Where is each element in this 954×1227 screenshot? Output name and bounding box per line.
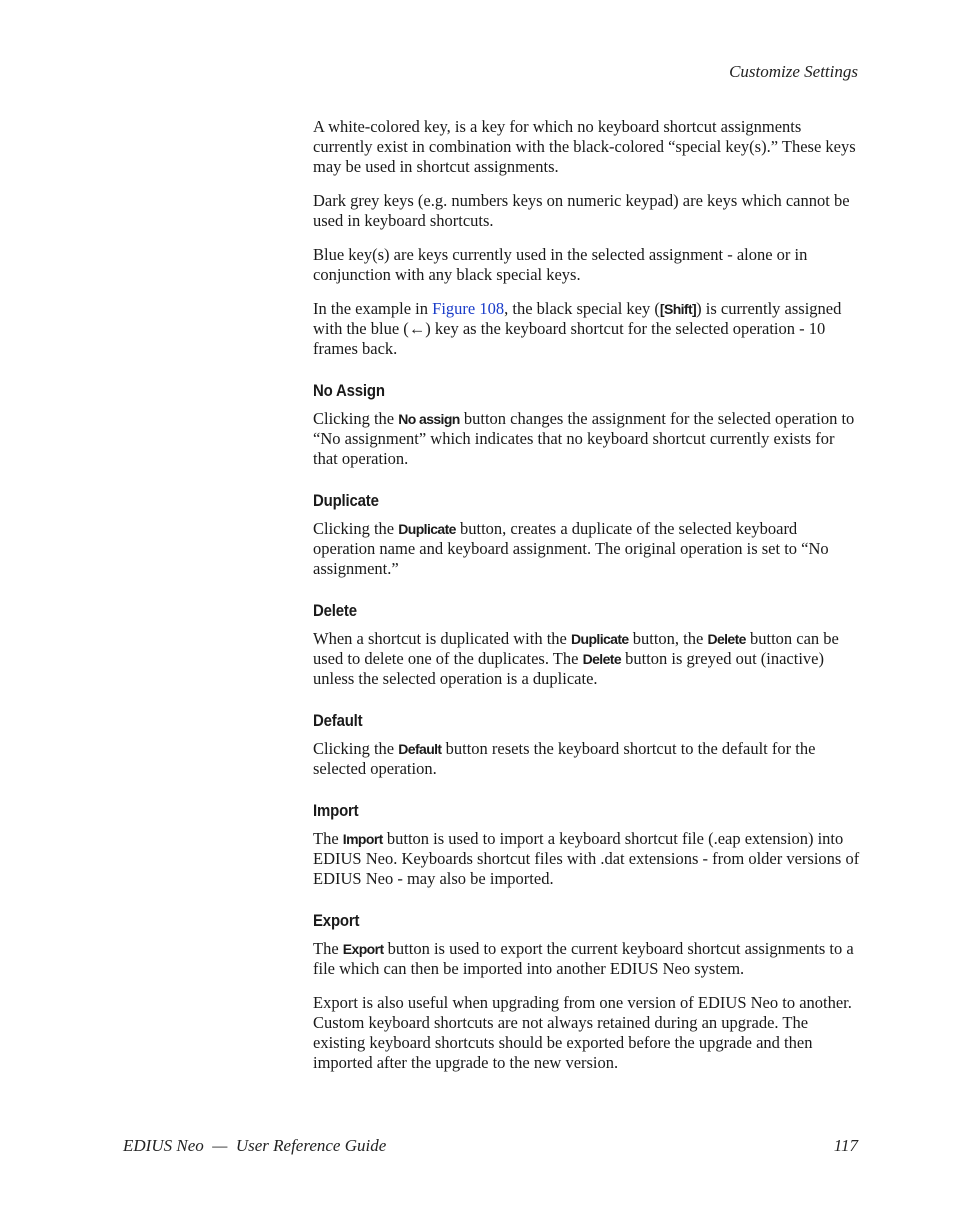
paragraph-default [313, 739, 861, 779]
keyword-export: Export [342, 941, 384, 957]
text-run: Clicking the [313, 739, 399, 758]
running-header: Customize Settings [729, 62, 858, 81]
paragraph-duplicate [313, 519, 861, 579]
text-run: Clicking the [313, 409, 399, 428]
text-run: button resets the keyboard shortcut to the default for the selected operation. [313, 739, 816, 778]
keyword-duplicate: Duplicate [570, 631, 629, 647]
heading-no-assign: No Assign [313, 381, 385, 400]
text-run: The [313, 829, 343, 848]
text-run: The [313, 939, 343, 958]
keyword-delete: Delete [582, 651, 621, 667]
text-run: ) is currently assigned with the blue (←) key as the keyboard shortcut for the selected operation - 10 frames back. [313, 299, 842, 358]
text-run: button, creates a duplicate of the selected keyboard operation name and keyboard assignment. The original operation is set to “No assignment.” [313, 519, 829, 578]
paragraph-dark-grey-keys: Dark grey keys (e.g. numbers keys on numeric keypad) are keys which cannot be used in keyboard shortcuts. [313, 191, 850, 230]
keyword-default: Default [398, 741, 442, 757]
paragraph-delete [313, 629, 861, 689]
heading-default: Default [313, 711, 363, 730]
heading-duplicate: Duplicate [313, 491, 379, 510]
text-run: In the example in [313, 299, 433, 318]
paragraph-export [313, 939, 861, 979]
heading-import: Import [313, 801, 359, 820]
text-run: button is used to export the current keyboard shortcut assignments to a file which can then be imported into another EDIUS Neo system. [313, 939, 854, 978]
text-run: Clicking the [313, 519, 399, 538]
page-body [313, 117, 861, 1087]
text-run: , the black special key ( [504, 299, 660, 318]
text-run: button can be used to delete one of the duplicates. The [313, 629, 839, 668]
keyword-no-assign: No assign [398, 411, 460, 427]
paragraph-white-keys: A white-colored key, is a key for which no keyboard shortcut assignments currently exist in combination with the black-colored “special key(s).” These keys may be used in shortcut assignments. [313, 117, 856, 176]
paragraph-no-assign [313, 409, 861, 469]
text-run: button changes the assignment for the selected operation to “No assignment” which indicates that no keyboard shortcut currently exists for that operation. [313, 409, 855, 468]
paragraph-import [313, 829, 861, 889]
footer-guide-title: EDIUS Neo — User Reference Guide [123, 1136, 387, 1155]
heading-export: Export [313, 911, 360, 930]
heading-delete: Delete [313, 601, 357, 620]
keyword-delete: Delete [707, 631, 746, 647]
page-number: 117 [833, 1136, 858, 1155]
text-run: When a shortcut is duplicated with the [313, 629, 571, 648]
paragraph-blue-keys: Blue key(s) are keys currently used in the selected assignment - alone or in conjunction with any black special keys. [313, 245, 808, 284]
keyword-duplicate: Duplicate [398, 521, 456, 537]
text-run: button is greyed out (inactive) unless the selected operation is a duplicate. [313, 649, 824, 688]
shift-key-label: [Shift] [659, 301, 697, 317]
paragraph-example [313, 299, 861, 359]
figure-108-link[interactable]: Figure 108 [432, 299, 505, 318]
text-run: button, the [628, 629, 708, 648]
paragraph-export-upgrade: Export is also useful when upgrading from one version of EDIUS Neo to another. Custom keyboard shortcuts are not always retained during an upgrade. The existing keyboard shortcuts should be exported before the upgrade and then imported after the upgrade to the new version. [313, 993, 852, 1072]
text-run: button is used to import a keyboard shortcut file (.eap extension) into EDIUS Neo. Keyboards shortcut files with .dat extensions - from older versions of EDIUS Neo - may also be imported. [313, 829, 860, 888]
keyword-import: Import [342, 831, 383, 847]
